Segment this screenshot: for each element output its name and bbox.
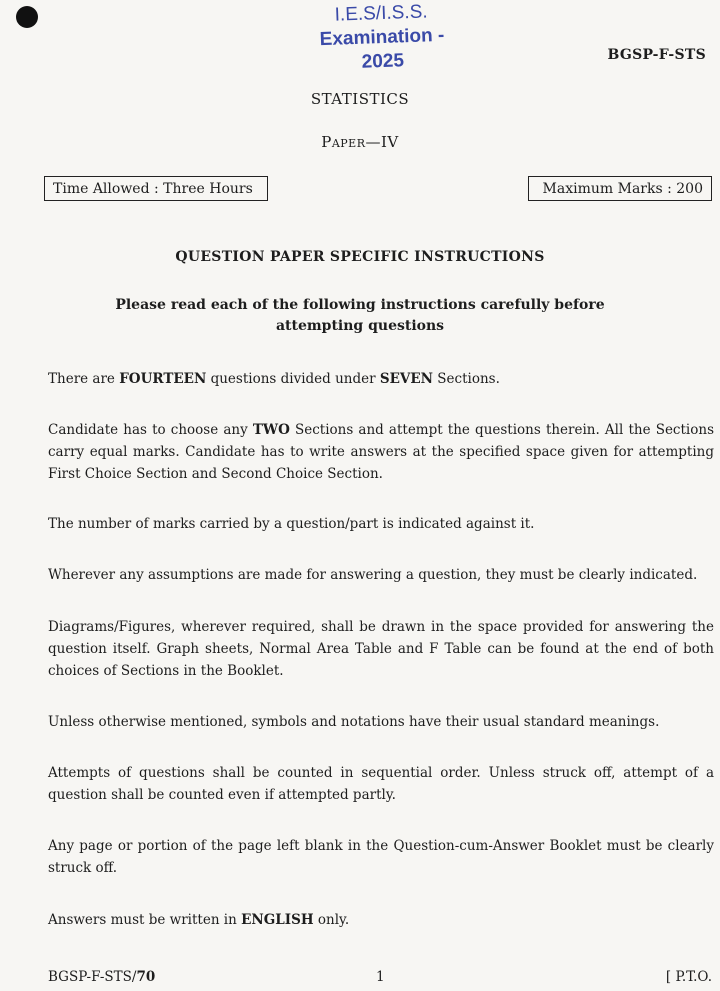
p1-text-c: questions divided under <box>206 371 380 387</box>
punch-hole-dot <box>16 6 38 28</box>
p9-text-a: Answers must be written in <box>48 912 242 928</box>
p9-text-c: only. <box>313 912 350 928</box>
p2-text-c: Sections and attempt the questions therein. All the Sections carry equal marks. Candidate has to write answers at the specified space given for attempting First Choice Section and Second Choice Section. <box>48 422 714 482</box>
p2-bold-two: TWO <box>252 422 290 438</box>
stamp-line-2: Examination - 2025 <box>319 24 445 73</box>
instructions-subheading <box>0 295 720 337</box>
footer-page-count: 70 <box>136 969 156 985</box>
instruction-paragraph-6: Unless otherwise mentioned, symbols and notations have their usual standard meanings. <box>48 714 660 730</box>
instruction-paragraph-3: The number of marks carried by a question/part is indicated against it. <box>48 516 535 532</box>
instruction-paragraph-4: Wherever any assumptions are made for answering a question, they must be clearly indicated. <box>48 567 698 583</box>
footer-pto: [ P.T.O. <box>665 969 712 985</box>
max-marks-box: Maximum Marks : 200 <box>528 176 712 201</box>
p1-bold-fourteen: FOURTEEN <box>119 371 207 387</box>
subheading-line-2: attempting questions <box>275 318 445 334</box>
instruction-paragraph-5: Diagrams/Figures, wherever required, shall be drawn in the space provided for answering the question itself. Graph sheets, Normal Area Table and F Table can be found at the end of both choices of Sections in the Booklet. <box>48 619 714 679</box>
instruction-paragraph-2 <box>48 419 714 485</box>
footer-code <box>48 969 155 985</box>
instruction-paragraph-1 <box>48 368 714 390</box>
instruction-paragraph-7: Attempts of questions shall be counted in sequential order. Unless struck off, attempt of a question shall be counted even if attempted partly. <box>48 765 714 803</box>
footer-code-text: BGSP-F-STS/ <box>48 969 137 985</box>
p2-text-a: Candidate has to choose any <box>48 422 253 438</box>
p1-text-a: There are <box>48 371 120 387</box>
p1-text-e: Sections. <box>433 371 500 387</box>
time-allowed-box: Time Allowed : Three Hours <box>44 176 268 201</box>
paper-number: Paper—IV <box>321 133 399 151</box>
p9-bold-english: ENGLISH <box>241 912 314 928</box>
paper-code: BGSP-F-STS <box>607 47 706 63</box>
p1-bold-seven: SEVEN <box>379 371 434 387</box>
subheading-line-1: Please read each of the following instructions carefully before <box>115 297 605 313</box>
stamp-line-1: I.E.S/I.S.S. <box>334 1 428 26</box>
instruction-paragraph-8: Any page or portion of the page left blank in the Question-cum-Answer Booklet must be clearly struck off. <box>48 838 714 876</box>
instruction-paragraph-9 <box>48 909 714 931</box>
footer-page-number: 1 <box>376 969 385 985</box>
exam-stamp <box>301 0 463 77</box>
subject-title: STATISTICS <box>310 90 410 108</box>
instructions-heading: QUESTION PAPER SPECIFIC INSTRUCTIONS <box>175 249 545 265</box>
